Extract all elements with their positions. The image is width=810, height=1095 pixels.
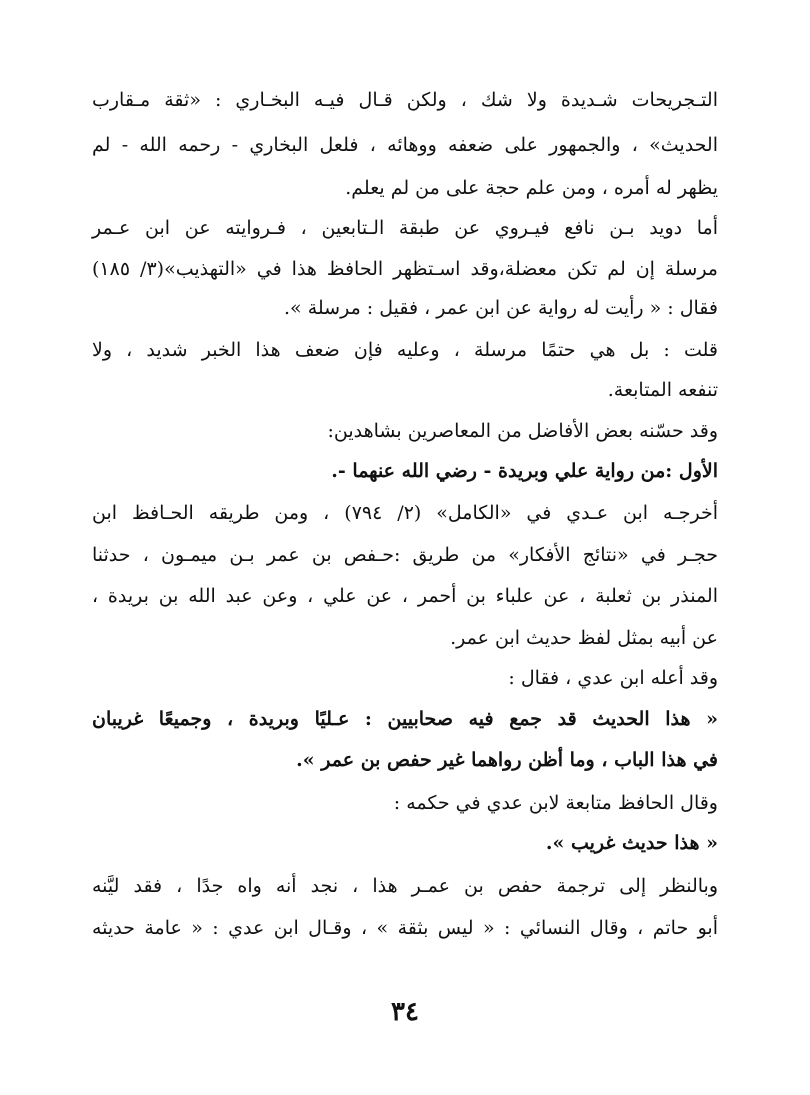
quote-line: في هذا الباب ، وما أظن رواهما غير حفص بن عمر ». bbox=[296, 749, 718, 771]
text-line: تنفعه المتابعة. bbox=[607, 379, 718, 401]
section-heading: الأول :من رواية علي وبريدة - رضي الله عنهما -. bbox=[331, 460, 718, 482]
text-line: قلت : بل هي حتمًا مرسلة ، وعليه فإن ضعف هذا الخبر شديد ، ولا bbox=[92, 339, 718, 361]
text-line: عن أبيه بمثل لفظ حديث ابن عمر. bbox=[450, 627, 718, 649]
text-line: وبالنظر إلى ترجمة حفص بن عمـر هذا ، نجد أنه واه جدًا ، فقد ليَّنه bbox=[92, 875, 718, 897]
text-line: فقال : « رأيت له رواية عن ابن عمر ، فقيل : مرسلة ». bbox=[283, 297, 718, 319]
text-line: أخرجـه ابن عـدي في «الكامل» (٢/ ٧٩٤) ، ومن طريقه الحـافظ ابن bbox=[92, 502, 719, 524]
text-line: أما دويد بـن نافع فيـروي عن طبقة الـتابعين ، فـروايته عن ابن عـمر bbox=[92, 217, 718, 239]
text-line: التـجريحات شـديدة ولا شك ، ولكن قـال فيـه البخـاري : «ثقة مـقارب bbox=[92, 89, 718, 111]
text-line: الحديث» ، والجمهور على ضعفه ووهائه ، فلعل البخاري - رحمه الله - لم bbox=[92, 134, 718, 156]
quote-line: « هذا الحديث قد جمع فيه صحابيين : عـليًا وبريدة ، وجميعًا غريبان bbox=[92, 708, 718, 730]
page-number: ٣٤ bbox=[391, 997, 419, 1027]
text-line: حجـر في «نتائج الأفكار» من طريق :حـفص بن عمر بـن ميمـون ، حدثنا bbox=[92, 544, 718, 566]
text-line: وقد أعله ابن عدي ، فقال : bbox=[508, 667, 718, 689]
text-line: مرسلة إن لم تكن معضلة،وقد اسـتظهر الحافظ هذا في «التهذيب»(٣/ ١٨٥) bbox=[92, 258, 718, 280]
text-line: وقد حسّنه بعض الأفاضل من المعاصرين بشاهدين: bbox=[327, 420, 718, 442]
text-line: أبو حاتم ، وقال النسائي : « ليس بثقة » ، وقـال ابن عدي : « عامة حديثه bbox=[92, 917, 718, 939]
text-line: المنذر بن ثعلبة ، عن علباء بن أحمر ، عن علي ، وعن عبد الله بن بريدة ، bbox=[92, 585, 718, 607]
quote-line: « هذا حديث غريب ». bbox=[545, 832, 718, 854]
text-line: يظهر له أمره ، ومن علم حجة على من لم يعلم. bbox=[345, 177, 718, 199]
text-line: وقال الحافظ متابعة لابن عدي في حكمه : bbox=[393, 792, 718, 814]
